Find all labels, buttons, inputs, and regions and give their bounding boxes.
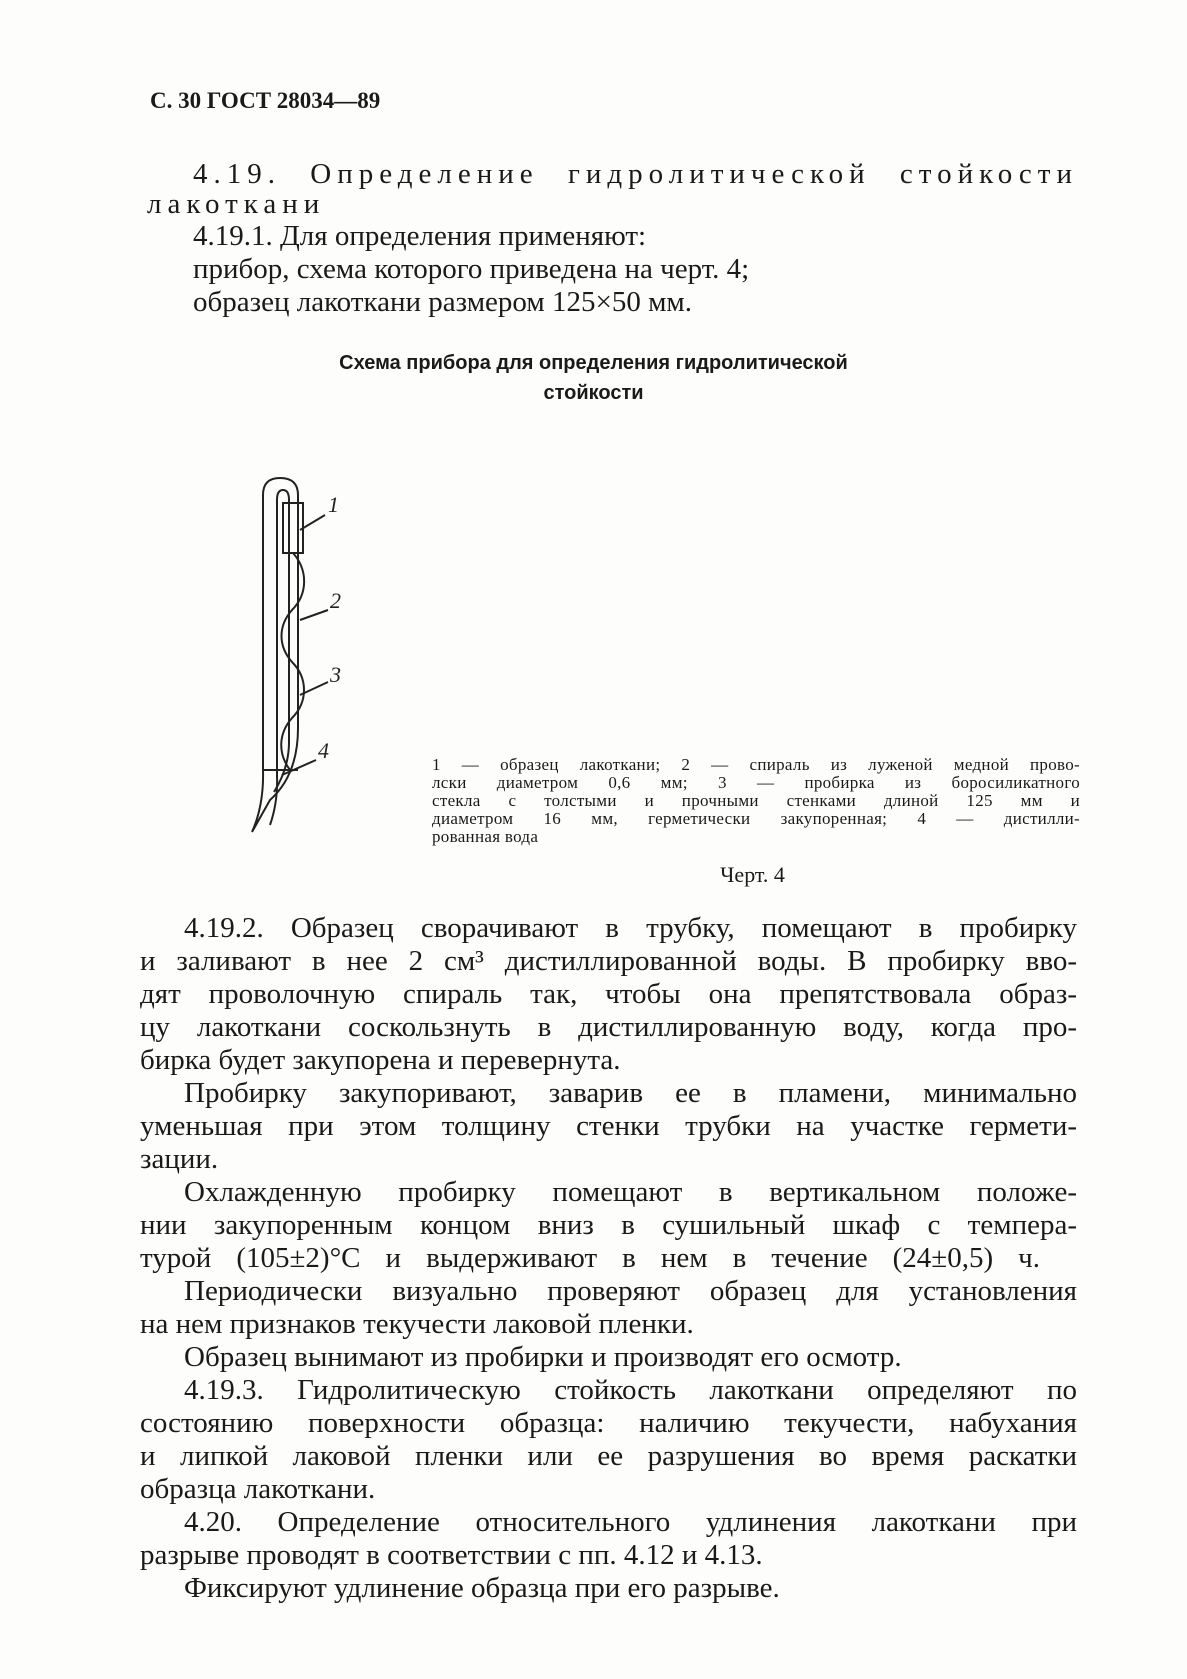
section-title-continued: лакоткани: [147, 188, 326, 220]
label-1: 1: [328, 492, 339, 517]
body-line: состоянию поверхности образца: наличию текучести, набухания: [140, 1407, 1077, 1439]
body-line: 4.19.3. Гидролитическую стойкость лакоткани определяют по: [184, 1374, 1077, 1406]
legend-line: 1 — образец лакоткани; 2 — спираль из луженой медной прово-: [432, 755, 1080, 774]
legend-line: рованная вода: [432, 827, 539, 846]
leader-line-2: [300, 610, 328, 620]
body-line: нии закупоренным концом вниз в сушильный шкаф с темпера-: [140, 1209, 1077, 1241]
body-line: цу лакоткани соскользнуть в дистиллированную воду, когда про-: [140, 1011, 1077, 1043]
body-line: дят проволочную спираль так, чтобы она препятствовала образ-: [140, 978, 1077, 1010]
body-line: на нем признаков текучести лаковой пленки.: [140, 1308, 694, 1340]
body-line: уменьшая при этом толщину стенки трубки на участке гермети-: [140, 1110, 1077, 1142]
body-line: 4.19.2. Образец сворачивают в трубку, помещают в пробирку: [184, 912, 1077, 944]
body-line: Образец вынимают из пробирки и производят его осмотр.: [184, 1341, 902, 1373]
page-header: С. 30 ГОСТ 28034—89: [150, 88, 381, 113]
section-title: 4.19. Определение гидролитической стойкости: [193, 158, 1078, 190]
tube-outer-wall: [252, 478, 298, 832]
body-line: Пробирку закупоривают, заварив ее в пламени, минимально: [184, 1077, 1077, 1109]
paragraph: образец лакоткани размером 125×50 мм.: [193, 286, 693, 318]
body-line: бирка будет закупорена и перевернута.: [140, 1044, 621, 1076]
figure-caption: Схема прибора для определения гидролитической: [339, 352, 848, 374]
body-line: и заливают в нее 2 см³ дистиллированной воды. В пробирку вво-: [140, 945, 1077, 977]
paragraph: 4.19.1. Для определения применяют:: [193, 220, 647, 252]
label-2: 2: [330, 588, 341, 613]
paragraph: прибор, схема которого приведена на черт. 4;: [193, 253, 750, 285]
figure-caption-continued: стойкости: [543, 382, 644, 404]
wire-spiral: [281, 553, 304, 770]
legend-line: диаметром 16 мм, герметически закупоренная; 4 — дистилли-: [432, 809, 1080, 828]
body-line: образца лакоткани.: [140, 1473, 376, 1505]
body-line: Фиксируют удлинение образца при его разрыве.: [184, 1572, 780, 1604]
body-line: и липкой лаковой пленки или ее разрушения во время раскатки: [140, 1440, 1077, 1472]
body-line: турой (105±2)°С и выдерживают в нем в течение (24±0,5) ч.: [140, 1242, 1040, 1274]
body-line: Периодически визуально проверяют образец для установления: [184, 1275, 1077, 1307]
figure-number: Черт. 4: [720, 862, 785, 887]
label-4: 4: [318, 738, 329, 763]
legend-line: лски диаметром 0,6 мм; 3 — пробирка из боросиликатного: [432, 773, 1080, 792]
fabric-sample: [283, 503, 303, 553]
test-tube-diagram: [230, 470, 360, 840]
body-line: разрыве проводят в соответствии с пп. 4.12 и 4.13.: [140, 1539, 763, 1571]
tube-inner-wall: [270, 490, 289, 825]
label-3: 3: [330, 662, 341, 687]
body-line: Охлажденную пробирку помещают в вертикальном положе-: [184, 1176, 1077, 1208]
body-line: зации.: [140, 1143, 219, 1175]
legend-line: стекла с толстыми и прочными стенками длиной 125 мм и: [432, 791, 1080, 810]
body-line: 4.20. Определение относительного удлинения лакоткани при: [184, 1506, 1077, 1538]
